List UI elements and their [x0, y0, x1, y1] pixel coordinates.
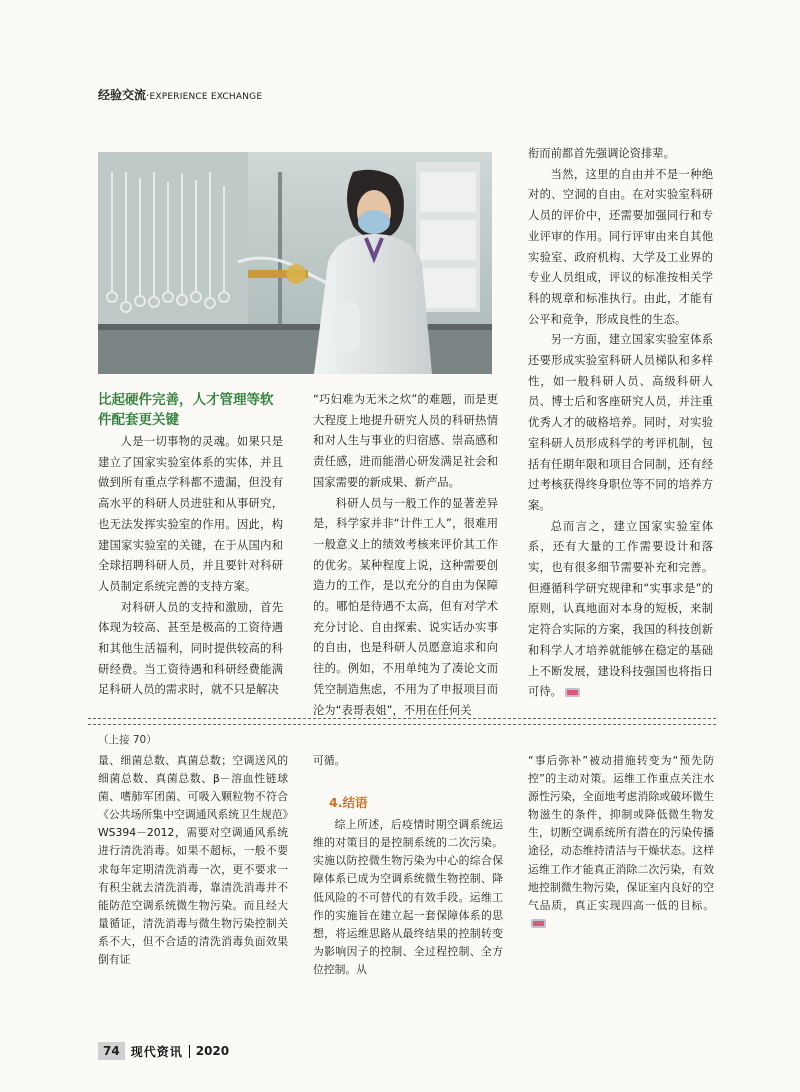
- running-header: [98, 86, 262, 103]
- page-footer: [98, 1042, 229, 1060]
- paragraph: 综上所述，后疫情时期空调系统运维的对策目的是控制系统的二次污染。实施以防控微生物污染为中心的综合保障体系已成为空调系统微生物控制、降低风险的不可替代的有效手段。运维工作的实施旨在建立起一套保障体系的思想，将运维思路从最终结果的控制转变为影响因子的控制、全过程控制、全方位控制。从: [313, 818, 503, 976]
- paragraph: [528, 517, 713, 703]
- bottom-column-2: [313, 752, 503, 979]
- paragraph: 人是一切事物的灵魂。如果只是建立了国家实验室体系的实体，并且做到所有重点学科都不遗漏，但没有高水平的科研人员进驻和从事研究，也无法发挥实验室的作用。因此，构建国家实验室的关键，在于从国内和全球招聘科研人员，并且要针对科研人员制定系统完善的支持方案。: [98, 435, 283, 593]
- end-mark-icon: [565, 688, 580, 697]
- section-divider: [88, 718, 716, 719]
- paragraph: “巧妇难为无米之炊”的难题，而是更大程度上地提升研究人员的科研热情和对人生与事业的归宿感、崇高感和责任感，进而能潜心研发满足社会和国家需要的新成果、新产品。: [313, 393, 498, 489]
- paragraph-text: 总而言之，建立国家实验室体系，还有大量的工作需要设计和落实，也有很多细节需要补充和完善。但遵循科学研究规律和“实事求是”的原则，认真地面对本身的短板，来制定符合实际的方案，我国的科技创新和科学人才培养就能够在稳定的基础上不断发展，建设科技强国也将指日可待。: [528, 519, 713, 699]
- paragraph: 当然，这里的自由并不是一种绝对的、空洞的自由。在对实验室科研人员的评价中，还需要加强同行和专业评审的作用。同行评审由来自其他实验室、政府机构、大学及工业界的专业人员组成，评议的标准按相关学科的规章和标准执行。由此，才能有公平和竞争，形成良性的生态。: [528, 167, 713, 326]
- footer-separator: [189, 1045, 190, 1058]
- paragraph: 衔而前都首先强调论资排辈。: [528, 147, 675, 160]
- magazine-name: 现代资讯: [130, 1044, 183, 1059]
- lab-photo: [98, 152, 492, 374]
- bottom-column-3: [528, 752, 714, 933]
- paragraph: 对科研人员的支持和激励，首先体现为较高、甚至是极高的工资待遇和其他生活福利，同时提供较高的科研经费。当工资待遇和科研经费能满足科研人员的需求时，就不只是解决: [98, 600, 283, 697]
- section-heading: 4.结语: [329, 795, 368, 811]
- spacer: [313, 770, 503, 780]
- bottom-column-1: [98, 752, 288, 969]
- paragraph: 另一方面，建立国家实验室体系还要形成实验室科研人员梯队和多样性，如一般科研人员、高级科研人员、博士后和客座研究人员，并注重优秀人才的破格培养。同时，对实验室科研人员形成科学的考评机制，包括有任期年限和项目合同制，还有经过考核获得终身职位等不同的培养方案。: [528, 333, 713, 512]
- section-divider: [88, 724, 716, 725]
- page-number: 74: [98, 1042, 125, 1060]
- section-name: 经验交流: [98, 88, 147, 102]
- paragraph: 科研人员与一般工作的显著差异是，科学家并非“计件工人”，很难用一般意义上的绩效考核来评价其工作的优劣。某种程度上说，这种需要创造力的工作，是以充分的自由为保障的。哪怕是待遇不太高，但有对学术充分讨论、自由探索、说实话办实事的自由，也是科研人员愿意追求和向往的。例如，不用单纯为了凑论文而凭空制造焦虑，不用为了申报项目而沦为“表哥表姐”，不用在任何关: [313, 496, 498, 717]
- continued-note: （上接 70）: [98, 734, 157, 746]
- paragraph: 可循。: [313, 754, 346, 767]
- paragraph-text: “事后弥补”被动措施转变为“预先防控”的主动对策。运维工作重点关注水源性污染，全面地考虑消除或破坏微生物滋生的条件，抑制或降低微生物发生，切断空调系统所有潜在的污染传播途径，动态维持清洁与干燥状态。这样运维工作才能真正消除二次污染，有效地控制微生物污染，保证室内良好的空气品质，真正实现四高一低的目标。: [528, 754, 714, 912]
- end-mark-icon: [531, 919, 546, 928]
- article-column-1: [98, 432, 283, 701]
- section-name-en: EXPERIENCE EXCHANGE: [149, 92, 263, 102]
- issue-year: 2020: [195, 1044, 230, 1058]
- article-column-2: [313, 390, 498, 721]
- article-column-3: [528, 144, 713, 703]
- paragraph: [528, 752, 714, 933]
- lab-photo-illustration: [98, 152, 492, 374]
- paragraph: 量、细菌总数、真菌总数；空调送风的细菌总数、真菌总数、β－溶血性链球菌、嗜肺军团菌、可吸入颗粒物不符合《公共场所集中空调通风系统卫生规范》WS394－2012，需要对空调通风系统进行清洗消毒。如果不超标，一般不要求每年定期清洗消毒一次，更不要求一有积尘就去清洗消毒，靠清洗消毒并不能防范空调系统微生物污染。而且经大量循证，清洗消毒与微生物污染控制关系不大，但不合适的清洗消毒负面效果倒有证: [98, 754, 288, 967]
- subsection-heading: 比起硬件完善，人才管理等软件配套更关键: [98, 392, 274, 428]
- header-separator: ·: [146, 89, 150, 102]
